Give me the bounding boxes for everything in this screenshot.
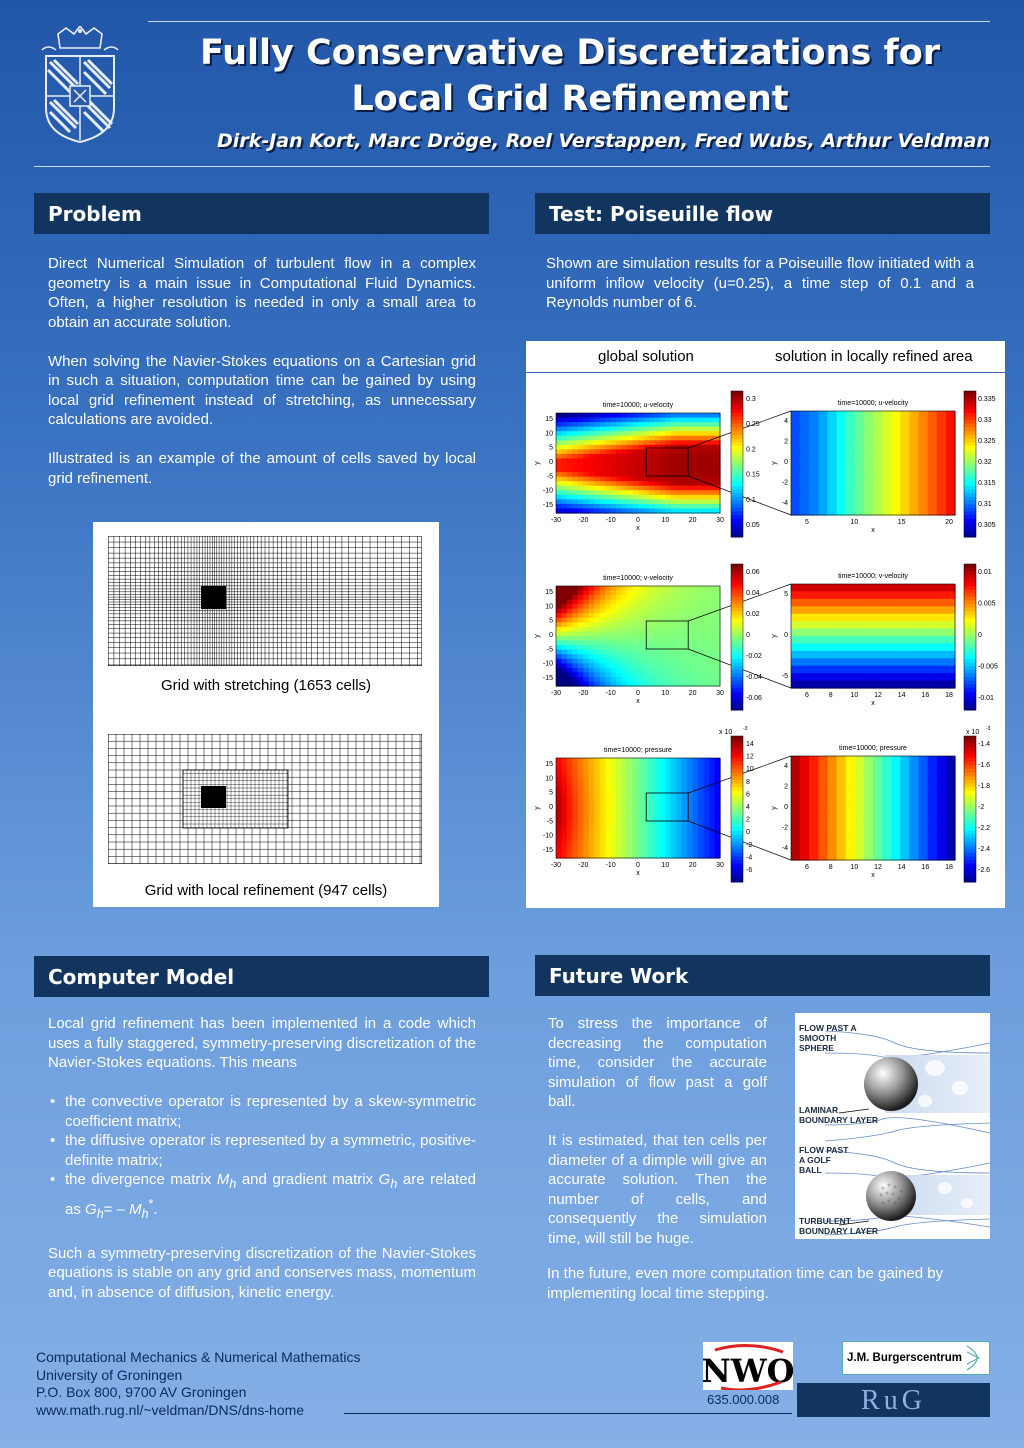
model-paragraph-2: Such a symmetry-preserving discretization of the Navier-Stokes equations is stable on any grid and conserves mass, momentum and, in absence of diffusion, kinetic energy. <box>48 1244 476 1301</box>
future-work-body <box>548 1014 767 1268</box>
model-bullet-list <box>48 1092 476 1224</box>
ylabel: y <box>771 634 778 638</box>
colorbar-label: -0.01 <box>978 695 994 702</box>
authors: Dirk-Jan Kort, Marc Dröge, Roel Verstappen, Fred Wubs, Arthur Veldman <box>217 130 990 152</box>
plot-title-global: time=10000; pressure <box>604 747 672 754</box>
tick-label: -30 <box>550 690 562 697</box>
tick-label: 10 <box>545 603 553 611</box>
column-header-bar <box>526 341 1005 373</box>
tick-label: 14 <box>897 864 906 871</box>
colorbar-label: 0.305 <box>978 522 996 529</box>
colorbar-label: -2.2 <box>978 825 991 832</box>
colorbar-label: -6 <box>746 867 753 874</box>
colorbar-label: 0.32 <box>978 459 992 466</box>
tick-label: -15 <box>542 847 553 854</box>
colorbar-label: 0.05 <box>746 522 760 529</box>
tick-label: 5 <box>549 444 553 452</box>
problem-paragraph-3: Illustrated is an example of the amount of cells saved by local grid refinement. <box>48 450 476 487</box>
colorbar-exponent-power: -3 <box>986 726 991 732</box>
colorbar-label: -2.6 <box>978 867 991 874</box>
tick-label: 2 <box>784 783 788 791</box>
rug-logo <box>797 1383 990 1417</box>
tick-label: 5 <box>549 789 553 797</box>
tick-label: 0 <box>549 804 553 811</box>
tick-label: 8 <box>828 692 833 699</box>
tick-label: 16 <box>921 864 930 871</box>
colorbar-label: 0.15 <box>746 471 760 479</box>
grid-caption-stretching: Grid with stretching (1653 cells) <box>160 677 372 694</box>
colorbar-label: 12 <box>746 753 754 761</box>
tick-label: 2 <box>784 438 788 446</box>
tick-label: -15 <box>542 502 553 509</box>
figure-label-smooth-sphere: FLOW PAST A SMOOTH SPHERE <box>799 1023 857 1053</box>
xlabel: x <box>871 872 875 879</box>
xlabel: x <box>636 525 640 532</box>
xlabel: x <box>636 698 640 705</box>
colorbar-label: 0 <box>746 632 750 639</box>
problem-paragraph-1: Direct Numerical Simulation of turbulent flow in a complex geometry is a main issue in Computational Fluid Dynamics. Often, a higher resolution is needed in only a small area to obtain an accurate solution. <box>48 255 476 331</box>
colorbar-label: 0 <box>746 829 750 837</box>
tick-label: 5 <box>805 519 809 526</box>
tick-label: -10 <box>605 690 616 697</box>
footer-rule <box>344 1413 792 1414</box>
tick-label: 0 <box>636 862 640 869</box>
xlabel: x <box>871 527 875 534</box>
simulation-figure <box>526 341 1005 908</box>
ylabel: y <box>771 461 778 465</box>
tick-label: 15 <box>545 589 553 596</box>
footer-line-3: P.O. Box 800, 9700 AV Groningen <box>36 1384 247 1400</box>
tick-label: 4 <box>784 763 788 770</box>
column-header-local: solution in locally refined area <box>775 348 973 365</box>
footer-address <box>36 1349 396 1419</box>
colorbar-label: 0.01 <box>978 569 992 576</box>
tick-label: 30 <box>716 862 724 869</box>
model-bullet-1: • the convective operator is represented by a skew-symmetric coefficient matrix; <box>48 1092 476 1131</box>
colorbar-label: 0.25 <box>746 421 760 429</box>
colorbar-label: 2 <box>746 816 750 824</box>
tick-label: 10 <box>850 692 859 699</box>
grant-number: 635.000.008 <box>707 1392 780 1407</box>
footer-line-1: Computational Mechanics & Numerical Mathematics <box>36 1349 361 1365</box>
title-line-1: Fully Conservative Discretizations for <box>199 33 941 73</box>
tick-label: 10 <box>661 517 670 524</box>
future-paragraph-3: In the future, even more computation time can be gained by implementing local time stepping. <box>547 1265 944 1302</box>
colorbar-label: -2 <box>746 841 753 849</box>
tick-label: 6 <box>805 692 809 699</box>
tick-label: -4 <box>781 845 788 852</box>
figure-label-laminar: LAMINAR BOUNDARY LAYER <box>799 1105 879 1125</box>
colorbar-label: -0.005 <box>978 663 998 671</box>
colorbar-label: 0.3 <box>746 396 756 403</box>
poster-title <box>150 30 990 122</box>
plot-title-global: time=10000; u-velocity <box>602 402 674 409</box>
colorbar-label: -0.02 <box>746 653 762 660</box>
simulation-plots <box>526 381 1005 901</box>
colorbar-label: -0.06 <box>746 695 762 702</box>
colorbar-label: 6 <box>746 791 750 799</box>
tick-label: 15 <box>897 519 906 526</box>
burgerscentrum-text: J.M. Burgerscentrum <box>847 1352 963 1364</box>
tick-label: -30 <box>550 862 562 869</box>
tick-label: 6 <box>805 864 809 871</box>
colorbar-exponent: x 10 <box>719 729 733 736</box>
problem-heading: Problem <box>34 193 489 234</box>
tick-label: 20 <box>945 519 953 526</box>
tick-label: 0 <box>784 804 788 811</box>
tick-label: 4 <box>784 418 788 425</box>
tick-label: -5 <box>546 473 553 481</box>
colorbar-label: 0.2 <box>746 446 756 454</box>
tick-label: -2 <box>781 479 788 487</box>
colorbar-label: -2.4 <box>978 846 991 853</box>
tick-label: 15 <box>545 416 553 423</box>
ylabel: y <box>534 806 541 810</box>
colorbar-label: 0.06 <box>746 569 760 576</box>
title-line-2: Local Grid Refinement <box>351 79 789 119</box>
refined-grid <box>108 734 422 864</box>
tick-label: 30 <box>716 690 724 697</box>
tick-label: -5 <box>781 673 788 680</box>
tick-label: 0 <box>636 690 640 697</box>
tick-label: 0 <box>549 632 553 639</box>
footer-line-2: University of Groningen <box>36 1366 183 1383</box>
xlabel: x <box>636 870 640 877</box>
tick-label: 14 <box>897 692 906 699</box>
problem-paragraph-2: When solving the Navier-Stokes equations on a Cartesian grid in such a situation, computation time can be gained by using local grid refinement instead of stretching, as unnecessary calculations are avoided. <box>48 352 476 428</box>
tick-label: -10 <box>605 862 616 869</box>
colorbar-label: 8 <box>746 778 750 786</box>
xlabel: x <box>871 700 875 707</box>
colorbar-label: -1.6 <box>978 762 991 769</box>
obstacle-block <box>201 786 226 808</box>
colorbar-label: 0.325 <box>978 438 996 445</box>
tick-label: -10 <box>542 487 553 495</box>
column-header-global: global solution <box>598 348 694 365</box>
obstacle-block <box>201 586 226 609</box>
model-bullet-2: • the diffusive operator is represented by a symmetric, positive-definite matrix; <box>48 1131 476 1170</box>
tick-label: 10 <box>850 519 859 526</box>
tick-label: -20 <box>578 517 589 524</box>
tick-label: 20 <box>688 862 697 869</box>
plot-title-local: time=10000; u-velocity <box>837 400 909 407</box>
nwo-logo <box>703 1342 793 1390</box>
tick-label: 10 <box>850 864 859 871</box>
plot-title-global: time=10000; v-velocity <box>603 575 673 582</box>
tick-label: 5 <box>784 591 788 598</box>
tick-label: 20 <box>688 690 697 697</box>
tick-label: 18 <box>945 692 953 699</box>
university-crest-icon <box>40 26 120 144</box>
model-paragraph-1: Local grid refinement has been implemented in a code which uses a fully staggered, symmetry-preserving discretization of the Navier-Stokes equations. This means <box>48 1015 476 1071</box>
tick-label: 15 <box>545 761 553 768</box>
footer-link[interactable]: www.math.rug.nl/~veldman/DNS/dns-home <box>36 1401 305 1418</box>
tick-label: -20 <box>578 862 589 869</box>
problem-body <box>48 254 476 508</box>
tick-label: -10 <box>605 517 616 524</box>
test-paragraph: Shown are simulation results for a Poiseuille flow initiated with a uniform inflow velocity (u=0.25), a time step of 0.1 and a Reynolds number of 6. <box>546 255 974 311</box>
tick-label: 8 <box>828 864 833 871</box>
colorbar-label: 14 <box>746 741 754 748</box>
colorbar-label: 0 <box>978 632 982 639</box>
computer-model-heading: Computer Model <box>34 956 489 997</box>
tick-label: -4 <box>781 500 788 507</box>
stretched-grid <box>108 536 422 666</box>
tick-label: 30 <box>716 517 724 524</box>
figure-label-turbulent: TURBULENT BOUNDARY LAYER <box>799 1216 879 1236</box>
colorbar-label: -1.8 <box>978 783 991 790</box>
tick-label: -10 <box>542 660 553 668</box>
colorbar-label: 0.31 <box>978 501 992 508</box>
tick-label: 20 <box>688 517 697 524</box>
colorbar-label: 0.335 <box>978 396 996 403</box>
colorbar-label: 0.33 <box>978 417 992 424</box>
colorbar-label: -1.4 <box>978 741 991 748</box>
golf-ball-figure <box>795 1013 990 1239</box>
grid-caption-refinement: Grid with local refinement (947 cells) <box>144 882 388 899</box>
burgerscentrum-logo <box>842 1341 990 1375</box>
tick-label: 10 <box>545 430 553 438</box>
plot-title-local: time=10000; v-velocity <box>838 573 908 580</box>
future-paragraph-1: To stress the importance of decreasing the computation time, consider the accurate simulation of flow past a golf ball. <box>548 1015 767 1110</box>
ylabel: y <box>534 634 541 638</box>
colorbar-exponent: x 10 <box>966 729 980 736</box>
tick-label: -15 <box>542 675 553 682</box>
tick-label: -5 <box>546 818 553 826</box>
tick-label: -2 <box>781 824 788 832</box>
colorbar-label: 0.005 <box>978 600 996 608</box>
future-paragraph-2: It is estimated, that ten cells per diameter of a dimple will give an accurate solution. Then the number of cells, and consequently the simulation time, will still be huge. <box>548 1132 767 1247</box>
colorbar-label: 4 <box>746 804 750 811</box>
tick-label: -10 <box>542 832 553 840</box>
test-heading: Test: Poiseuille flow <box>535 193 990 234</box>
rug-logo-text: RuG <box>861 1385 926 1416</box>
tick-label: 5 <box>549 617 553 625</box>
tick-label: 0 <box>784 632 788 639</box>
tick-label: 0 <box>784 459 788 466</box>
tick-label: 12 <box>874 692 882 699</box>
tick-label: -20 <box>578 690 589 697</box>
colorbar-label: 0.02 <box>746 611 760 618</box>
colorbar-label: 0.315 <box>978 480 996 487</box>
tick-label: 10 <box>661 690 670 697</box>
colorbar-label: 0.04 <box>746 590 760 597</box>
tick-label: -5 <box>546 646 553 654</box>
tick-label: -30 <box>550 517 562 524</box>
tick-label: 10 <box>661 862 670 869</box>
colorbar-label: -0.04 <box>746 674 762 681</box>
tick-label: 16 <box>921 692 930 699</box>
ylabel: y <box>534 461 541 465</box>
nwo-logo-text: NWO <box>703 1352 793 1390</box>
model-bullet-3: • the divergence matrix $M_h$ and gradient matrix $G_h$ are related as $G_h= - M_h^*$. <box>48 1170 476 1224</box>
ylabel: y <box>771 806 778 810</box>
colorbar-label: -4 <box>746 854 753 862</box>
grid-figure <box>93 522 439 907</box>
tick-label: 18 <box>945 864 953 871</box>
colorbar-exponent-power: -3 <box>743 726 748 732</box>
tick-label: 10 <box>545 775 553 783</box>
figure-label-golf-ball: FLOW PAST A GOLF BALL <box>799 1145 849 1175</box>
colorbar-label: 0.1 <box>746 496 756 504</box>
colorbar-label: 10 <box>746 766 754 774</box>
plot-title-local: time=10000; pressure <box>839 745 907 752</box>
tick-label: 0 <box>636 517 640 524</box>
computer-model-body <box>48 1014 476 1322</box>
colorbar-label: -2 <box>978 804 985 811</box>
tick-label: 0 <box>549 459 553 466</box>
tick-label: 12 <box>874 864 882 871</box>
future-work-heading: Future Work <box>535 955 990 996</box>
